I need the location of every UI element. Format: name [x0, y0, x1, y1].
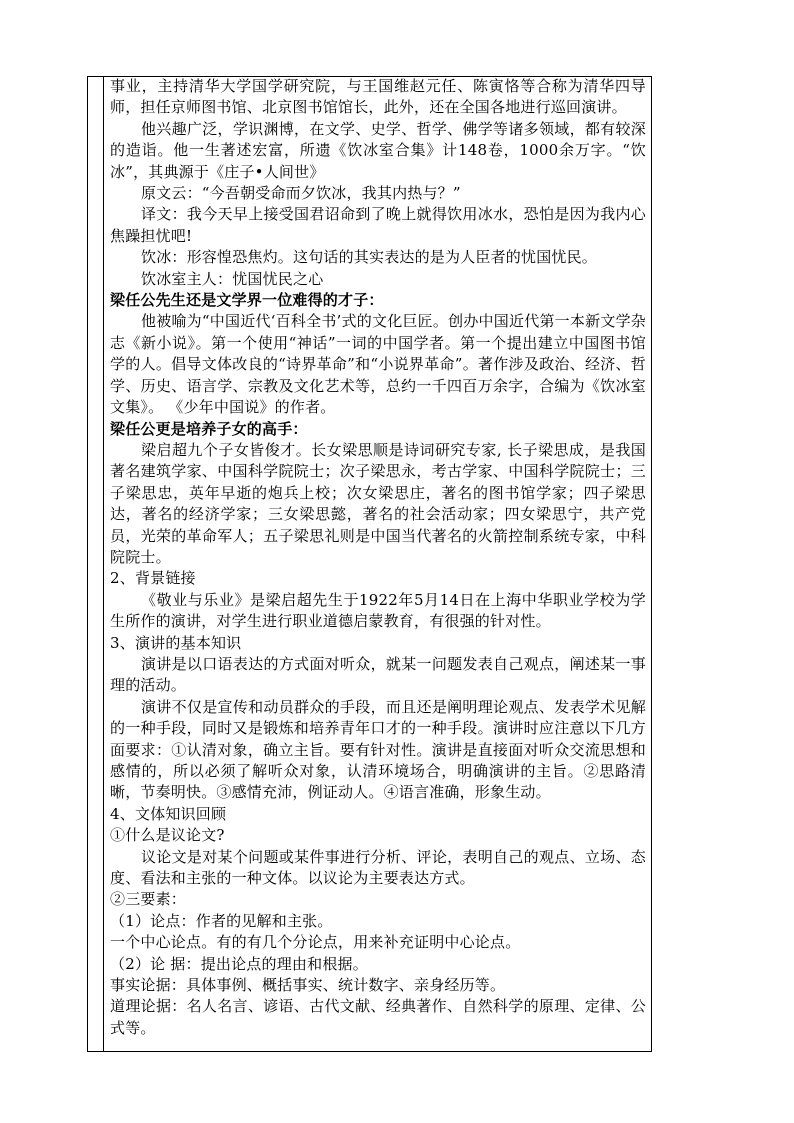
- sub-title: ②三要素：: [110, 890, 187, 909]
- paragraph: 饮冰：形容惶恐焦灼。这句话的其实表达的是为人臣者的忧国忧民。: [141, 248, 598, 267]
- paragraph: 梁启超九个子女皆俊才。长女梁思顺是诗词研究专家, 长子梁思成，是我国著名建筑学家、中国科学院院士；次子梁思永，考古学家、中国科学院院士；三子梁思忠，英年早逝的炮兵上校；次女梁思庄，著名的图书馆学家；四子梁思达，著名的经济学家；三女梁思懿，著名的社会活动家；四女梁思宁，共产党员，光荣的革命军人；五子梁思礼则是中国当代著名的火箭控制系统专家，中科院院士。: [110, 440, 646, 566]
- section-title: 4、文体知识回顾: [110, 804, 227, 823]
- section-heading: 梁任公更是培养子女的高手：: [110, 419, 308, 438]
- paragraph: 饮冰室主人：忧国忧民之心: [141, 269, 324, 288]
- document-body: [110, 76, 646, 1039]
- section-title: 3、演讲的基本知识: [110, 633, 242, 652]
- list-item: （1）论点：作者的见解和主张。: [110, 911, 333, 930]
- paragraph: 事业，主持清华大学国学研究院，与王国维赵元任、陈寅恪等合称为清华四导师，担任京师图书馆、北京图书馆馆长，此外，还在全国各地进行巡回演讲。: [110, 77, 646, 117]
- list-item: 事实论据：具体事例、概括事实、统计数字、亲身经历等。: [110, 976, 506, 995]
- table-column-divider: [103, 76, 104, 1052]
- paragraph: 他被喻为“中国近代‘百科全书’式的文化巨匠。创办中国近代第一本新文学杂志《新小说》。第一个使用“神话”一词的中国学者。第一个提出建立中国图书馆学的人。倡导文体改良的“诗界革命”和“小说界革命”。著作涉及政治、经济、哲学、历史、语言学、宗教及文化艺术等，总约一千四百万余字，合编为《饮冰室文集》。 《少年中国说》的作者。: [110, 312, 646, 417]
- paragraph: 《敬业与乐业》是梁启超先生于1922年5月14日在上海中华职业学校为学生所作的演讲，对学生进行职业道德启蒙教育，有很强的针对性。: [110, 590, 646, 631]
- paragraph: 原文云：“今吾朝受命而夕饮冰，我其内热与？”: [141, 184, 461, 203]
- list-item: 一个中心论点。有的有几个分论点，用来补充证明中心论点。: [110, 933, 521, 952]
- paragraph: 译文：我今天早上接受国君诏命到了晚上就得饮用冰水，恐怕是因为我内心焦躁担忧吧!: [110, 205, 646, 245]
- paragraph: 他兴趣广泛，学识渊博，在文学、史学、哲学、佛学等诸多领域，都有较深的造诣。他一生著述宏富，所遗《饮冰室合集》计148卷，1000余万字。“饮冰”，其典源于《庄子•人间世》: [110, 119, 646, 181]
- list-item: （2）论 据：提出论点的理由和根据。: [110, 954, 368, 973]
- section-title: 2、背景链接: [110, 569, 196, 588]
- paragraph: 演讲不仅是宣传和动员群众的手段，而且还是阐明理论观点、发表学术见解的一种手段，同时又是锻炼和培养青年口才的一种手段。演讲时应注意以下几方面要求：①认清对象，确立主旨。要有针对性。演讲是直接面对听众交流思想和感情的，所以必须了解听众对象，认清环境场合，明确演讲的主旨。②思路清晰，节奏明快。③感情充沛，例证动人。④语言准确，形象生动。: [110, 697, 646, 802]
- sub-title: ①什么是议论文?: [110, 826, 225, 845]
- section-heading: 梁任公先生还是文学界一位难得的才子：: [110, 291, 384, 310]
- list-item: 道理论据：名人名言、谚语、古代文献、经典著作、自然科学的原理、定律、公式等。: [110, 997, 646, 1037]
- paragraph: 演讲是以口语表达的方式面对听众，就某一问题发表自己观点，阐述某一事理的活动。: [110, 654, 646, 695]
- paragraph: 议论文是对某个问题或某件事进行分析、评论，表明自己的观点、立场、态度、看法和主张的一种文体。以议论为主要表达方式。: [110, 847, 646, 888]
